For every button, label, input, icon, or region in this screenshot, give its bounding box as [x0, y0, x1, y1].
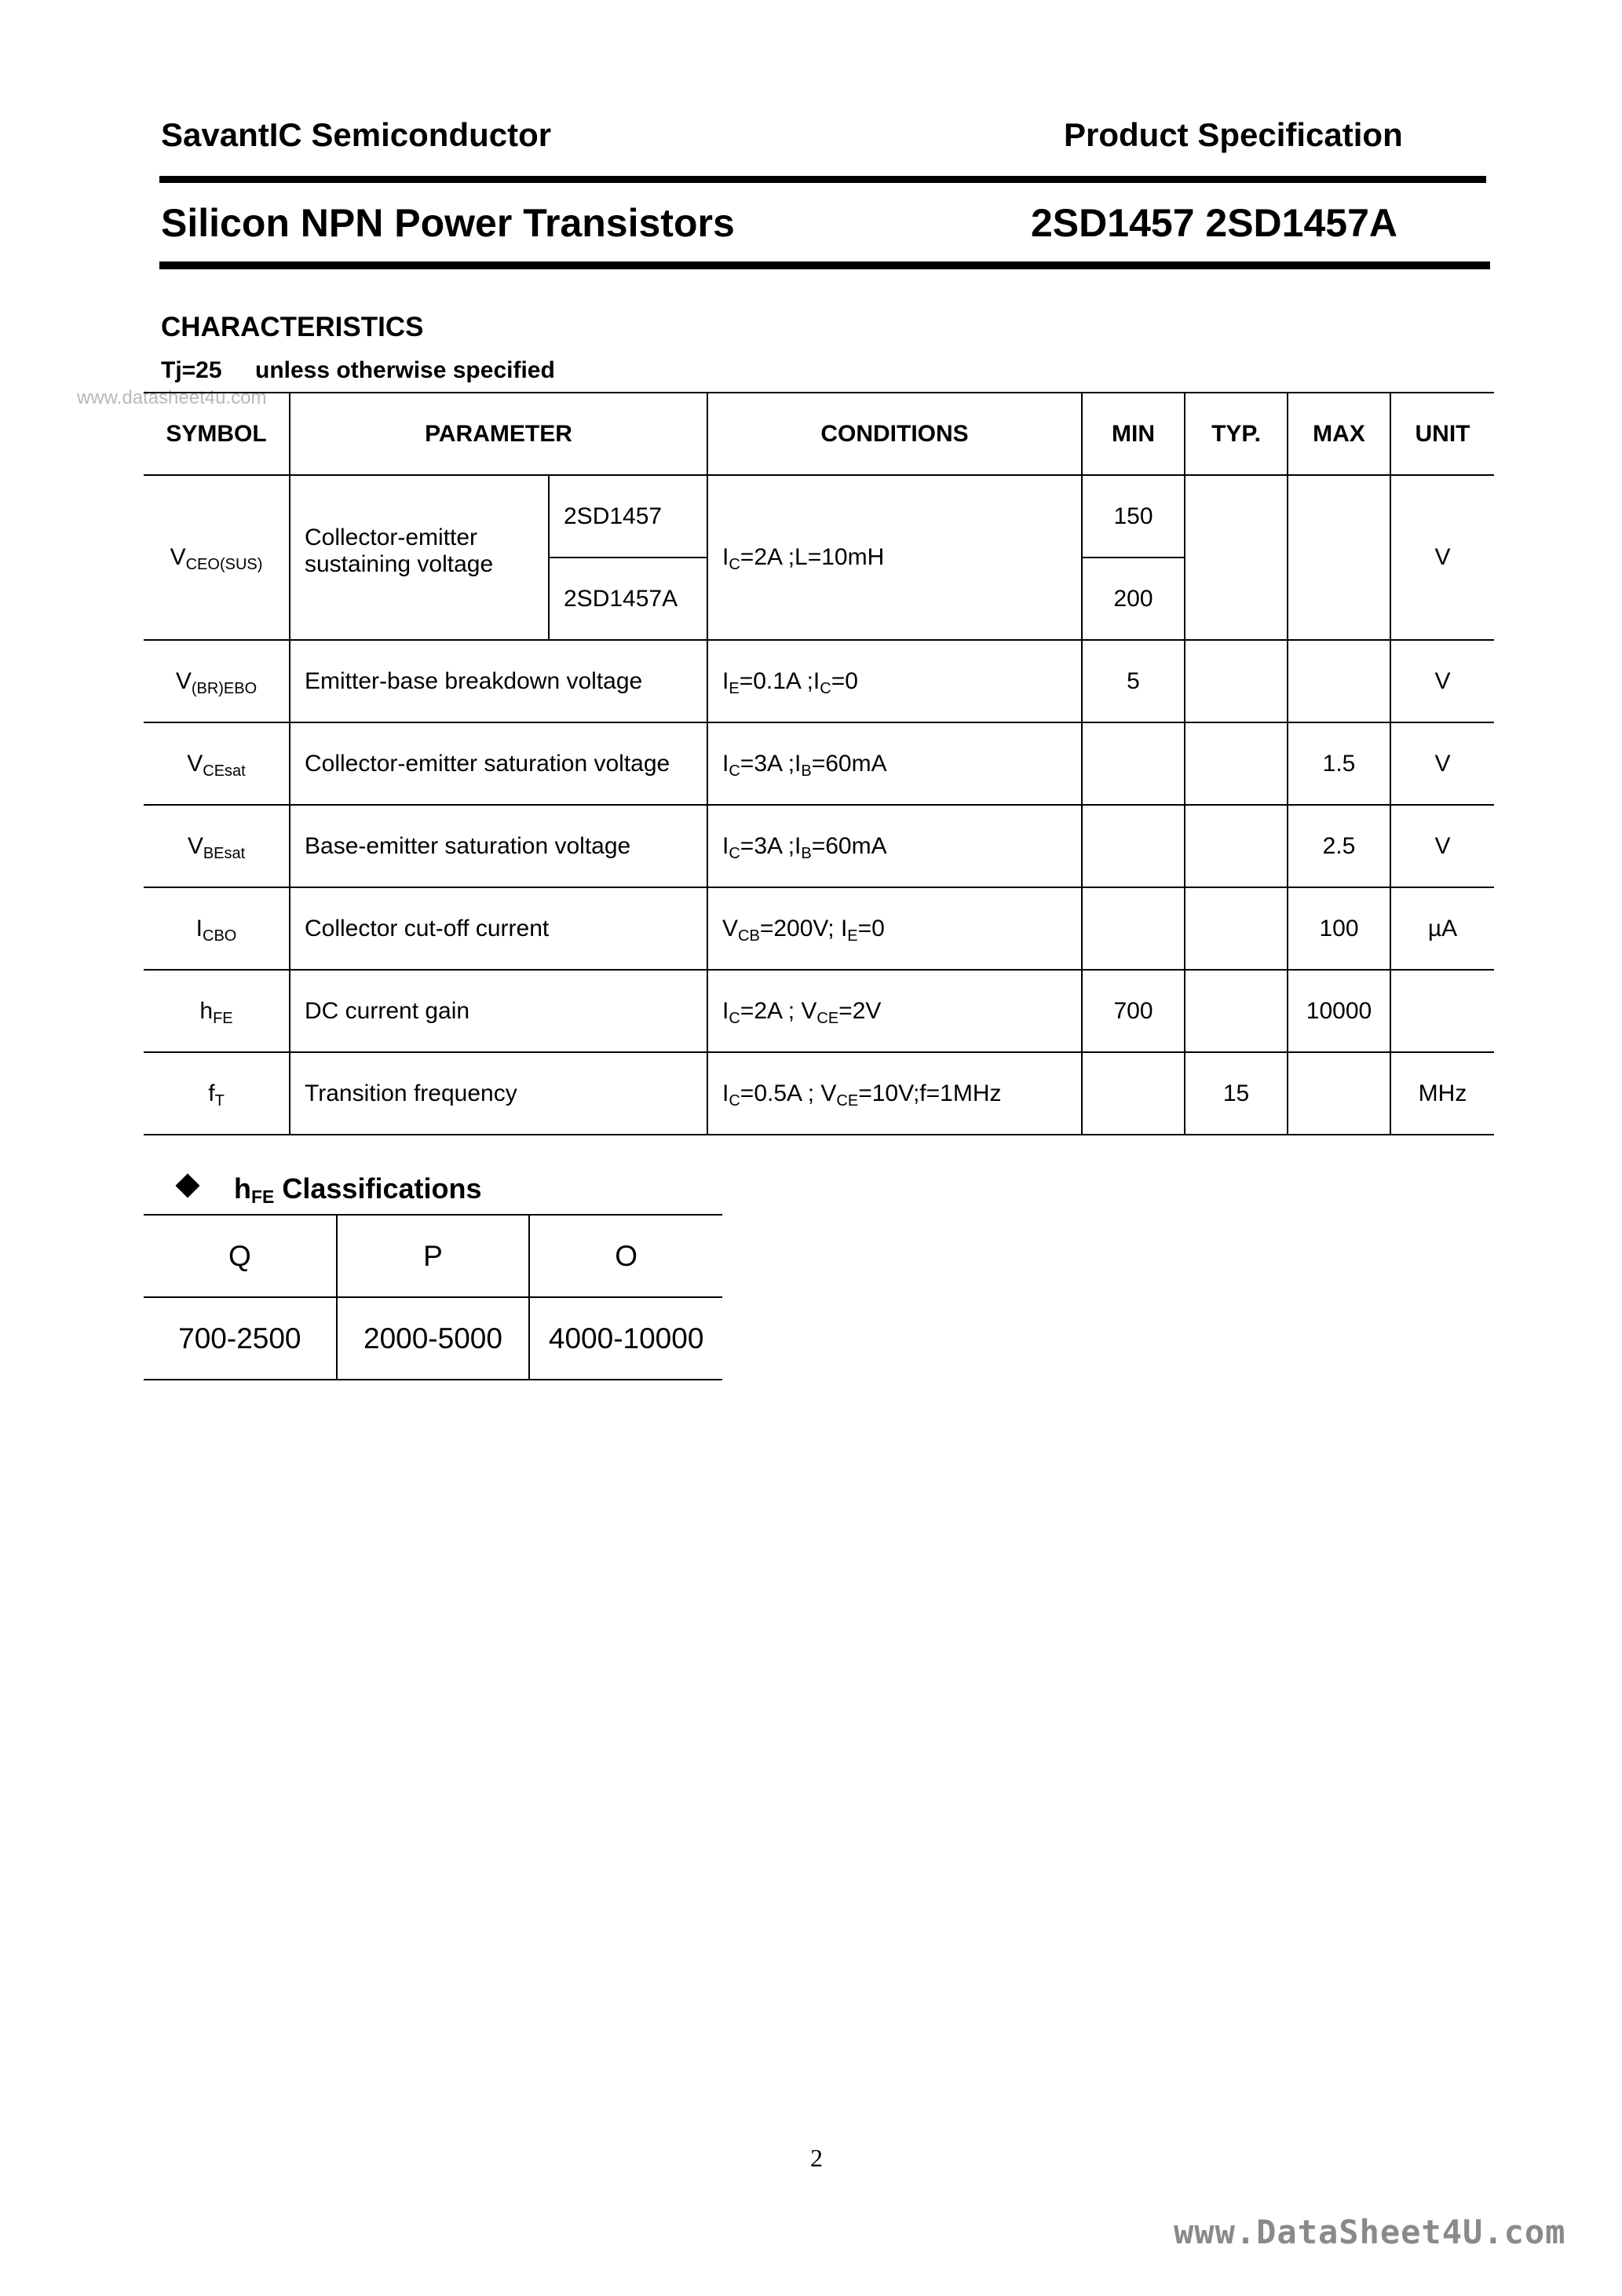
- symbol-vcesat: [144, 722, 290, 805]
- page-number: 2: [810, 2144, 823, 2172]
- cond-sub: CE: [836, 1091, 859, 1110]
- symbol-main: I: [195, 915, 203, 941]
- bullet-diamond-icon: [175, 1173, 199, 1197]
- symbol-vceo: [144, 475, 290, 640]
- header-max: MAX: [1288, 393, 1390, 475]
- cond-sub: C: [729, 1009, 740, 1027]
- symbol-sub: CEO(SUS): [185, 556, 263, 573]
- title-sub: FE: [251, 1186, 275, 1207]
- symbol-main: V: [170, 544, 186, 570]
- cond-text: I: [722, 544, 729, 570]
- cls-header-o: O: [529, 1215, 722, 1297]
- classifications-table: [144, 1214, 722, 1380]
- param-vbrebo: Emitter-base breakdown voltage: [290, 640, 707, 722]
- param-ft: Transition frequency: [290, 1052, 707, 1135]
- page-title: Silicon NPN Power Transistors: [161, 201, 735, 245]
- cond-sub: CE: [816, 1009, 839, 1027]
- cond-text: =0: [857, 915, 885, 941]
- table-row: [144, 887, 1494, 970]
- header-symbol: SYMBOL: [144, 393, 290, 475]
- symbol-sub: T: [214, 1091, 225, 1110]
- cond-icbo: [707, 887, 1082, 970]
- cond-sub: E: [729, 679, 740, 697]
- cond-text: I: [722, 667, 729, 694]
- cond-text: I: [722, 997, 729, 1024]
- watermark-bottom: www.DataSheet4U.com: [1174, 2213, 1566, 2251]
- cls-header-q: Q: [144, 1215, 337, 1297]
- title-rest: Classifications: [274, 1172, 482, 1205]
- symbol-main: V: [187, 750, 203, 777]
- cond-hfe: [707, 970, 1082, 1052]
- cond-vbesat: [707, 805, 1082, 887]
- cond-text: =2A ;L=10mH: [740, 544, 885, 570]
- typ-vceo: [1185, 475, 1288, 640]
- header-min: MIN: [1082, 393, 1185, 475]
- cond-vcesat: [707, 722, 1082, 805]
- typ-hfe: [1185, 970, 1288, 1052]
- watermark-top: www.datasheet4u.com: [77, 387, 267, 408]
- condition-note: unless otherwise specified: [255, 357, 555, 383]
- unit-vcesat: V: [1390, 722, 1494, 805]
- param-icbo: Collector cut-off current: [290, 887, 707, 970]
- param-line: sustaining voltage: [305, 551, 494, 577]
- cond-vceo: [707, 475, 1082, 640]
- max-vbesat: 2.5: [1288, 805, 1390, 887]
- typ-icbo: [1185, 887, 1288, 970]
- symbol-sub: CEsat: [203, 762, 246, 780]
- cond-sub: C: [820, 679, 831, 697]
- cond-text: V: [722, 915, 739, 941]
- typ-ft: 15: [1185, 1052, 1288, 1135]
- cond-text: =0.5A ; V: [740, 1080, 837, 1106]
- param-vbesat: Base-emitter saturation voltage: [290, 805, 707, 887]
- table-header-row: [144, 393, 1494, 475]
- min-hfe: 700: [1082, 970, 1185, 1052]
- unit-vbrebo: V: [1390, 640, 1494, 722]
- part-2sd1457a: 2SD1457A: [549, 558, 707, 640]
- cls-header-row: [144, 1215, 722, 1297]
- max-icbo: 100: [1288, 887, 1390, 970]
- cond-text: =3A ;I: [740, 750, 802, 777]
- cond-text: I: [722, 1080, 729, 1106]
- unit-vceo: V: [1390, 475, 1494, 640]
- param-hfe: DC current gain: [290, 970, 707, 1052]
- max-vbrebo: [1288, 640, 1390, 722]
- min-vbesat: [1082, 805, 1185, 887]
- header-typ: TYP.: [1185, 393, 1288, 475]
- cond-sub: E: [847, 927, 858, 945]
- unit-hfe: [1390, 970, 1494, 1052]
- company-name: SavantIC Semiconductor: [161, 116, 552, 153]
- cond-text: =0: [831, 667, 858, 694]
- table-row: [144, 640, 1494, 722]
- cond-text: =60mA: [811, 750, 887, 777]
- symbol-sub: FE: [213, 1009, 233, 1027]
- cond-text: I: [722, 750, 729, 777]
- cond-sub: B: [801, 762, 812, 780]
- cond-sub: C: [729, 556, 740, 573]
- cond-text: =200V; I: [759, 915, 848, 941]
- header-conditions: CONDITIONS: [707, 393, 1082, 475]
- max-ft: [1288, 1052, 1390, 1135]
- cond-text: =3A ;I: [740, 832, 802, 859]
- title-main: h: [234, 1172, 251, 1205]
- min-icbo: [1082, 887, 1185, 970]
- min-ft: [1082, 1052, 1185, 1135]
- header-rule-bottom: [159, 261, 1490, 269]
- symbol-main: f: [208, 1080, 215, 1106]
- min-vceo-2: 200: [1082, 558, 1185, 640]
- cond-text: =60mA: [811, 832, 887, 859]
- max-vcesat: 1.5: [1288, 722, 1390, 805]
- cond-sub: C: [729, 844, 740, 862]
- classifications-title: [234, 1172, 481, 1205]
- symbol-sub: BEsat: [203, 844, 246, 862]
- symbol-vbesat: [144, 805, 290, 887]
- table-row: [144, 1052, 1494, 1135]
- unit-vbesat: V: [1390, 805, 1494, 887]
- cond-text: =2V: [838, 997, 882, 1024]
- symbol-vbrebo: [144, 640, 290, 722]
- cond-sub: C: [729, 762, 740, 780]
- typ-vbesat: [1185, 805, 1288, 887]
- table-row: [144, 722, 1494, 805]
- part-numbers: 2SD1457 2SD1457A: [1031, 201, 1397, 245]
- cond-vbrebo: [707, 640, 1082, 722]
- symbol-main: V: [187, 832, 203, 859]
- cls-value-row: [144, 1297, 722, 1380]
- symbol-icbo: [144, 887, 290, 970]
- condition-temp: Tj=25: [161, 357, 222, 383]
- symbol-main: h: [199, 997, 214, 1024]
- symbol-sub: (BR)EBO: [191, 679, 258, 697]
- cond-text: =0.1A ;I: [739, 667, 820, 694]
- param-vcesat: Collector-emitter saturation voltage: [290, 722, 707, 805]
- min-vbrebo: 5: [1082, 640, 1185, 722]
- max-hfe: 10000: [1288, 970, 1390, 1052]
- param-vceo: [290, 475, 549, 640]
- header-rule-top: [159, 176, 1486, 183]
- typ-vcesat: [1185, 722, 1288, 805]
- min-vcesat: [1082, 722, 1185, 805]
- symbol-hfe: [144, 970, 290, 1052]
- typ-vbrebo: [1185, 640, 1288, 722]
- min-vceo-1: 150: [1082, 475, 1185, 558]
- header-unit: UNIT: [1390, 393, 1494, 475]
- table-row: [144, 805, 1494, 887]
- header-parameter: PARAMETER: [290, 393, 707, 475]
- cls-value-p: 2000-5000: [337, 1297, 530, 1380]
- part-2sd1457: 2SD1457: [549, 475, 707, 558]
- characteristics-table: [144, 392, 1494, 1135]
- cond-text: =10V;f=1MHz: [858, 1080, 1002, 1106]
- doc-type: Product Specification: [1064, 116, 1403, 153]
- table-row: [144, 475, 1494, 558]
- cond-ft: [707, 1052, 1082, 1135]
- cls-header-p: P: [337, 1215, 530, 1297]
- symbol-sub: CBO: [203, 927, 237, 945]
- cond-text: I: [722, 832, 729, 859]
- unit-ft: MHz: [1390, 1052, 1494, 1135]
- table-row: [144, 970, 1494, 1052]
- section-title: CHARACTERISTICS: [161, 312, 424, 342]
- unit-icbo: µA: [1390, 887, 1494, 970]
- cls-value-o: 4000-10000: [529, 1297, 722, 1380]
- symbol-ft: [144, 1052, 290, 1135]
- cond-sub: CB: [738, 927, 760, 945]
- symbol-main: V: [175, 667, 192, 694]
- cond-sub: B: [801, 844, 812, 862]
- max-vceo: [1288, 475, 1390, 640]
- cls-value-q: 700-2500: [144, 1297, 337, 1380]
- param-line: Collector-emitter: [305, 525, 478, 550]
- cond-text: =2A ; V: [740, 997, 817, 1024]
- cond-sub: C: [729, 1091, 740, 1110]
